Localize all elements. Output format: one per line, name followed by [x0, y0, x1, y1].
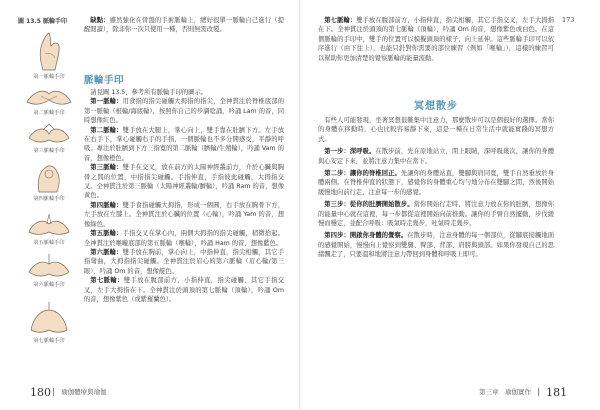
paragraph-chakra-7-cont: [318, 16, 554, 63]
paragraph-chakra-5: [84, 229, 284, 248]
step-text: 在散步前，先在原地站立，閉上眼睛，深呼吸幾次，讓你的身體與心安定下來，並將注意力集中在當下。: [318, 148, 555, 165]
walking-step-4: [318, 231, 554, 259]
chakra-term: 第六脈輪：: [90, 248, 123, 256]
figure-mudra-5: [18, 210, 80, 246]
chakra-term: 第一脈輪：: [90, 98, 123, 106]
chakra-text: 雙手放在腹部前方，小指伸直，指尖碰觸，其它手指交叉，左手大拇指在下。全神貫注於頭頂的第七脈輪（頂輪），吟誦 Om 的音，想像紫色（或紫羅蘭色）。: [84, 277, 285, 303]
right-folio: [474, 386, 567, 399]
step-text: 在散步時，注意身體的每一個部位，從腳底接觸地面的感覺開始，慢慢向上覺察到雙腿、臀部、背部、肩膀與頭部。如果你發現自己的思緒飄走了，只要溫和地將注意力帶回到身體和呼吸上即可。: [318, 232, 555, 259]
chakra-text: 雙手在交叉，放在前方的太陽神經叢前方，介於心臟與胸骨之間的位置，中指指尖碰觸。手指伸直，手指彼此碰觸，大拇指交叉。全神貫注於第三脈輪（太陽神經叢輪/臍輪），吟誦 Ram 的音，想像黃色。: [84, 164, 285, 200]
paragraph-chakra-7: [84, 276, 284, 304]
step-term: 第三步：從你的肚臍開始散步。: [324, 201, 414, 209]
walking-body: [318, 116, 554, 260]
mudra-hand-icon: [23, 82, 75, 108]
right-top-text: [318, 16, 554, 63]
figure-mudra-7: [18, 300, 80, 344]
running-title: 第三章 瑜伽實作: [479, 388, 531, 396]
figure-caption: 第二脈輪手印: [33, 110, 65, 116]
step-term: 第二步：讓你的脊椎回正。: [324, 170, 401, 178]
figure-caption: 第七脈輪手印: [33, 338, 65, 344]
step-text: 當你開始行走時，將注意力放在你的肚臍，想像你的能量中心就在這裡，每一步都從這裡開始向前推動。讓你的手臂自然擺動，步伐緩慢而穩定，並配合呼吸：吸氣時走幾步，吐氣時走幾步。: [318, 201, 555, 228]
paragraph-chakra-3: [84, 163, 284, 201]
chakra-text: 雙手放在胸前，掌心向上，中指伸直，指尖相觸，其它手指彎曲，大拇指指尖碰觸。全神貫注於眉心的第六脈輪（眉心輪/第三眼），吟誦 Om 的音，想像靛色。: [84, 248, 285, 275]
chakra-term: 第四脈輪：: [90, 201, 123, 209]
book-gutter: [299, 0, 301, 410]
intro-text: 雖然強化在骨盤的手術脈輪上，總好很單一脈輪自己進行（提醒閱讀），除非你一次只使用一種，否則無需改變。: [84, 17, 285, 34]
section-title-mudra: 脈輪手印: [84, 75, 125, 86]
chakra-term: 第三脈輪：: [90, 164, 123, 172]
figure-caption: 第一脈輪手印: [33, 74, 65, 80]
chakra-text: 用食指的指尖碰觸大拇指的指尖，全神貫注於脊椎底部的第一脈輪（根輪/海底輪），按照你自己的步調唸誦，吟誦 Lam 的音，同時想像紅色。: [84, 98, 285, 125]
paragraph-chakra-4: [84, 201, 284, 229]
mudra-hand-icon: [23, 300, 75, 336]
figure-header: 圖 13.5 脈輪手印: [18, 18, 67, 25]
step-text: 先讓你的身體站直，雙腳與肩同寬，雙手自然垂放於身體兩側。在脊椎伸直的狀態下，感覺你的身體重心均勻地分布在雙腳之間，然後開始緩慢地向前行走，注意每一步的感覺。: [318, 170, 555, 196]
figure-caption: 第四脈輪手印: [33, 196, 65, 202]
mudra-hand-icon: [29, 160, 69, 194]
step-term: 第一步：深呼吸。: [324, 148, 376, 156]
left-folio: [30, 386, 112, 399]
chakra-text: 雙手放在大腿上，掌心向上，雙手靠在肚臍下方。左手放在右手下，掌心碰觸右手的手指，一個脈輪也不多分開感受，平靜的呼吸。專注於肚臍到下方三指寬的第二脈輪（臍輪/生殖輪），吟誦 Vam 的音，想像橙色。: [84, 126, 285, 162]
mudra-hand-icon: [23, 252, 75, 280]
figure-mudra-2: [18, 82, 80, 116]
intro-paragraph: [84, 16, 284, 35]
figure-column: [18, 16, 80, 25]
step-term: 第四步：開啟你身體的覺察。: [324, 232, 408, 240]
figure-mudra-1: [18, 30, 80, 80]
page-number: 180: [30, 386, 51, 399]
running-title: 瑜伽體療與瑜伽: [61, 388, 107, 396]
folio-divider: [538, 388, 539, 396]
paragraph-chakra-1: [84, 97, 284, 125]
section-title-walking: 冥想散步: [414, 101, 458, 112]
chakra-term: 第二脈輪：: [90, 126, 123, 134]
figure-mudra-3: [18, 120, 80, 154]
page-number: 181: [546, 386, 568, 399]
chakra-text: 雙手食指碰觸大拇指，形成一個圓，右手放在胸骨下方，左手放在左膝上。全神貫注於心臟的位置（心輪），吟誦 Yam 的音，想像綠色。: [84, 201, 285, 228]
paragraph-chakra-2: [84, 126, 284, 164]
paragraph-chakra-6: [84, 248, 284, 276]
walking-intro: 有些人可能發現，坐著冥想很難集中注意力，那麼散步可以是個很好的選擇。當你的身體在移動時，心也比較容易靜下來，這是一種在日常生活中就能實踐的冥想方式。: [318, 117, 554, 143]
chakra-term: 第七脈輪：: [90, 277, 124, 285]
chakra-text: 雙手放在腹部前方，小指伸直，指尖相觸，其它手指交叉，左手大拇指在下。全神貫注於頭頂的第七脈輪（頂輪），吟誦 Om 的音，想像紫色或白色。在這個脈輪的手印中，雙手的位置可以模擬頭頂的樣子，向上延伸。這些脈輪手印可以依序進行（由下往上），也能只針對你需要的部位練習（例如「喉輪」），這樣的練習可以幫助你更加清楚的覺察脈輪的能量流動。: [318, 17, 555, 62]
reference-paragraph: 請見圖 13.5，參考所有脈輪手印的圖示。: [90, 89, 208, 96]
mudra-body: [84, 88, 284, 304]
figure-mudra-4: [18, 160, 80, 202]
figure-caption: 第五脈輪手印: [33, 240, 65, 246]
walking-step-1: [318, 147, 554, 166]
folio-divider: [53, 388, 54, 396]
chakra-term: 第五脈輪：: [90, 230, 123, 238]
page-number-top: 173: [562, 16, 575, 24]
walking-step-3: [318, 200, 554, 228]
intro-term: 缺點：: [90, 17, 110, 24]
chakra-text: 手指交叉在掌心內，兩個大拇指的指尖碰觸，稍微抬起。全神貫注於喉嚨底部的第五脈輪（喉輪），吟誦 Ham 的音，想像藍色。: [84, 230, 285, 247]
mudra-hand-icon: [23, 120, 75, 146]
mudra-hand-icon: [29, 30, 69, 72]
walking-step-2: [318, 169, 554, 197]
figure-caption: 第三脈輪手印: [33, 148, 65, 154]
figure-caption: 第六脈輪手印: [33, 282, 65, 288]
chakra-term: 第七脈輪：: [324, 17, 357, 24]
mudra-hand-icon: [23, 210, 75, 238]
figure-mudra-6: [18, 252, 80, 288]
